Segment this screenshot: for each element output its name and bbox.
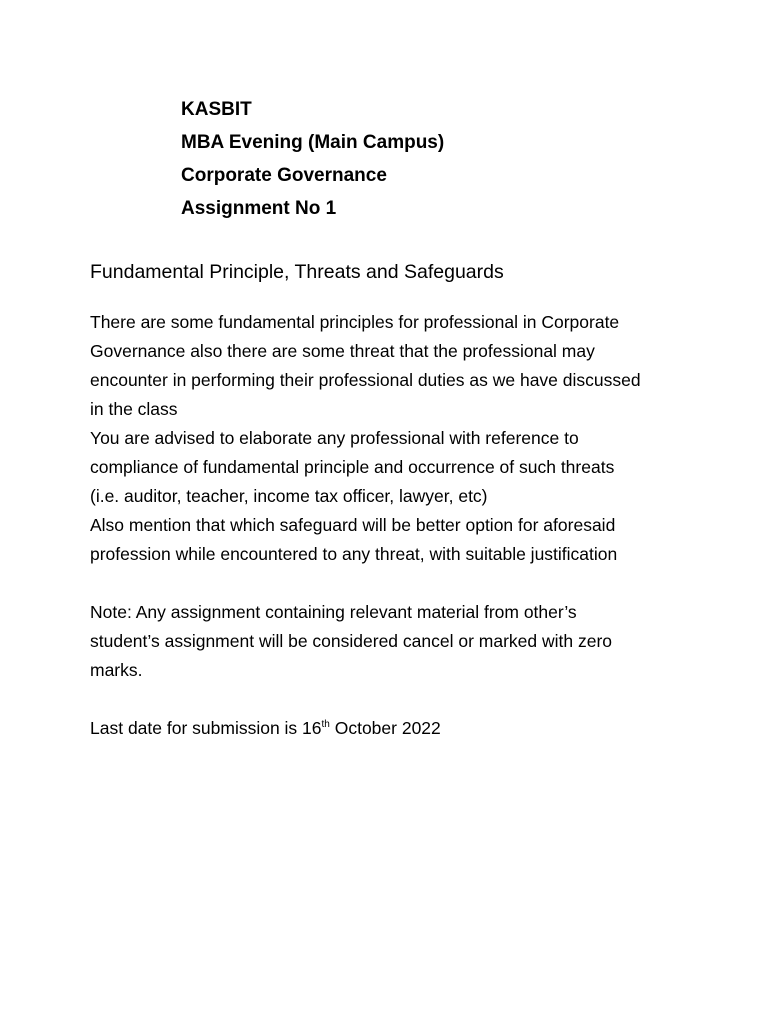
instruction-line: You are advised to elaborate any professional with reference to	[90, 428, 579, 448]
note-line: marks.	[90, 660, 143, 680]
assignment-header	[181, 93, 701, 225]
paragraph-spacer	[90, 685, 750, 714]
submission-deadline	[90, 714, 750, 743]
course-name: Corporate Governance	[181, 165, 387, 186]
program-name: MBA Evening (Main Campus)	[181, 132, 445, 153]
assignment-number: Assignment No 1	[181, 198, 337, 219]
deadline-prefix: Last date for submission is 16	[90, 718, 322, 738]
note-line: Note: Any assignment containing relevant material from other’s	[90, 602, 577, 622]
instruction-line: (i.e. auditor, teacher, income tax officer, lawyer, etc)	[90, 486, 488, 506]
instruction-line: profession while encountered to any threat, with suitable justification	[90, 544, 618, 564]
instruction-line: compliance of fundamental principle and occurrence of such threats	[90, 457, 615, 477]
instruction-line: Governance also there are some threat that the professional may	[90, 341, 595, 361]
instruction-line: There are some fundamental principles for professional in Corporate	[90, 312, 620, 332]
instruction-line: in the class	[90, 399, 178, 419]
institution-name: KASBIT	[181, 99, 252, 120]
deadline-ordinal-suffix: th	[321, 719, 330, 731]
deadline-suffix: October 2022	[329, 718, 441, 738]
document-body	[90, 308, 750, 743]
instruction-line: encounter in performing their professional duties as we have discussed	[90, 370, 641, 390]
paragraph-spacer	[90, 569, 750, 598]
topic-heading: Fundamental Principle, Threats and Safeguards	[90, 261, 504, 283]
instruction-line: Also mention that which safeguard will be better option for aforesaid	[90, 515, 616, 535]
note-line: student’s assignment will be considered cancel or marked with zero	[90, 631, 613, 651]
